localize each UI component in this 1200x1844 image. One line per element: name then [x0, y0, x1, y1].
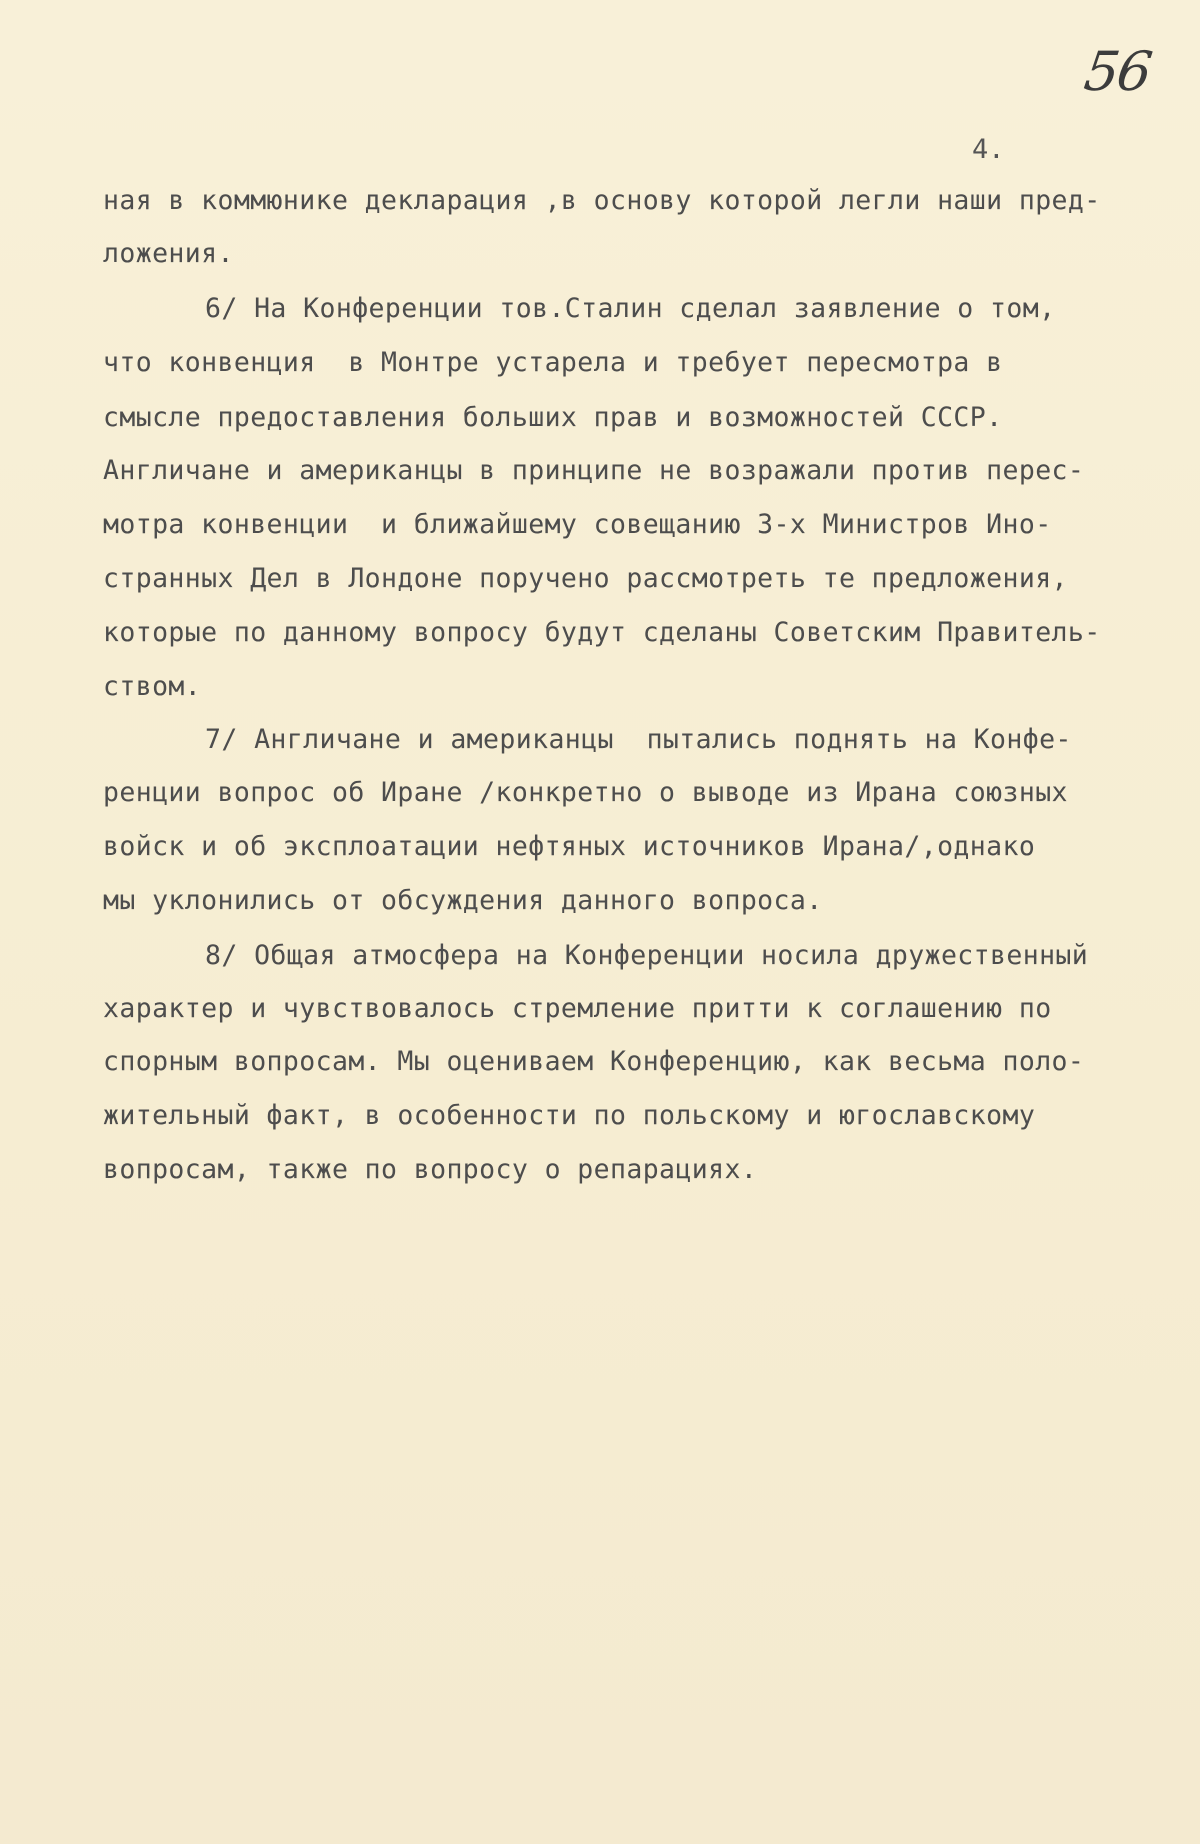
- text-line: ством.: [103, 671, 202, 702]
- text-line: странных Дел в Лондоне поручено рассмотреть те предложения,: [103, 563, 1068, 594]
- text-line: войск и об эксплоатации нефтяных источников Ирана/,однако: [103, 831, 1036, 862]
- text-line: характер и чувствовалось стремление притти к соглашению по: [103, 993, 1052, 1024]
- text-line: мотра конвенции и ближайшему совещанию 3-х Министров Ино-: [103, 509, 1052, 540]
- text-line: жительный факт, в особенности по польскому и югославскому: [103, 1100, 1036, 1131]
- text-line: 6/ На Конференции тов.Сталин сделал заявление о том,: [205, 293, 1056, 324]
- text-line: ренции вопрос об Иране /конкретно о выводе из Ирана союзных: [103, 777, 1068, 808]
- text-line: 8/ Общая атмосфера на Конференции носила дружественный: [205, 940, 1089, 971]
- text-line: 7/ Англичане и американцы пытались поднять на Конфе-: [205, 724, 1072, 755]
- text-line: ная в коммюнике декларация ,в основу которой легли наши пред-: [103, 185, 1101, 216]
- text-line: которые по данному вопросу будут сделаны Советским Правитель-: [103, 617, 1101, 648]
- text-line: мы уклонились от обсуждения данного вопроса.: [103, 885, 823, 916]
- text-line: ложения.: [103, 238, 234, 269]
- text-line: вопросам, также по вопросу о репарациях.: [103, 1154, 758, 1185]
- text-line: что конвенция в Монтре устарела и требует пересмотра в: [103, 347, 1003, 378]
- text-line: смысле предоставления больших прав и возможностей СССР.: [103, 402, 1003, 433]
- text-line: Англичане и американцы в принципе не возражали против перес-: [103, 455, 1085, 486]
- page-number: 4.: [972, 134, 1005, 165]
- archive-sheet-number: 56: [1080, 40, 1155, 103]
- text-line: спорным вопросам. Мы оцениваем Конференцию, как весьма поло-: [103, 1046, 1085, 1077]
